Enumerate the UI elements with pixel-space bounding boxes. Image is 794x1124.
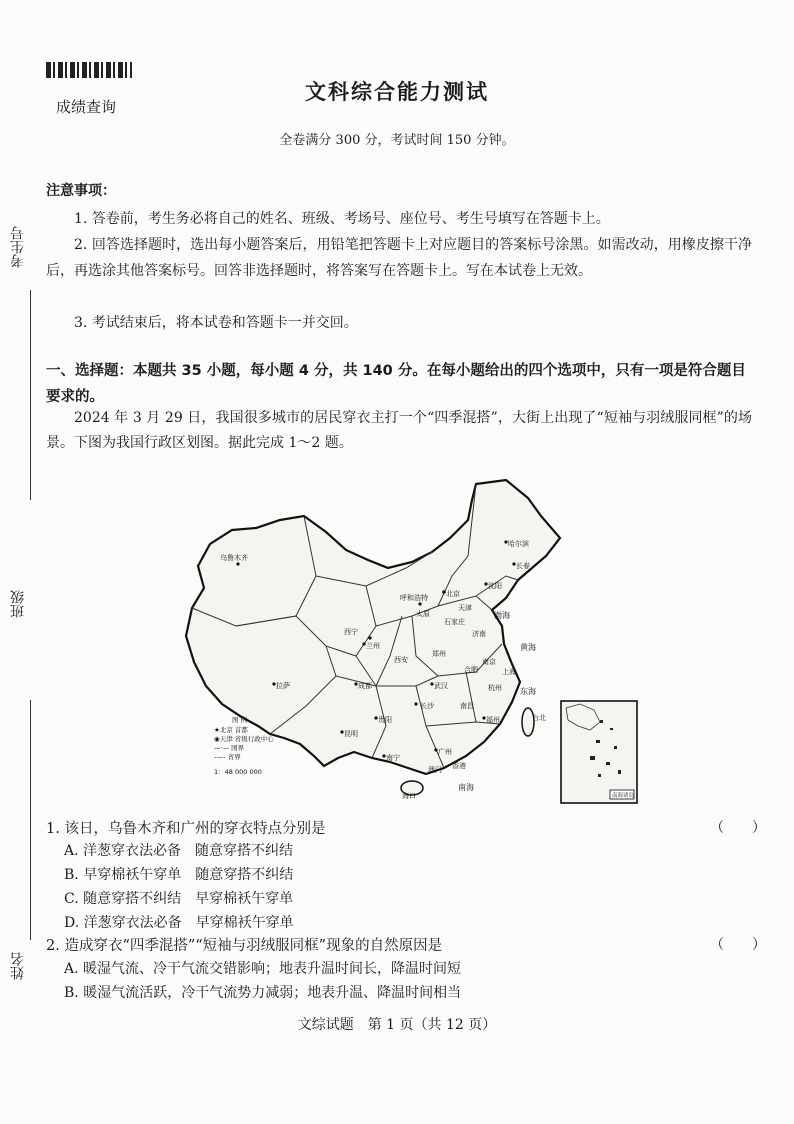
city-label: 长沙 — [420, 702, 434, 710]
question-2-option: A. 暖湿气流、冷干气流交错影响；地表升温时间长，降温时间短 — [64, 961, 462, 977]
sea-label: 渤海 — [494, 611, 510, 620]
city-label: 广州 — [438, 748, 452, 756]
question-2-answer-paren: （ ） — [710, 937, 766, 953]
city-label: 上海 — [502, 668, 516, 676]
city-label: 武汉 — [434, 682, 448, 690]
question-2-option: B. 暖湿气流活跃，冷干气流势力减弱；地表升温、降温时间相当 — [64, 985, 462, 1001]
sea-label: 东海 — [520, 687, 536, 696]
section-intro: 2024 年 3 月 29 日，我国很多城市的居民穿衣主打一个“四季混搭”，大街上出现了“短袖与羽绒服同框”的场景。下图为我国行政区划图。据此完成 1～2 题。 — [46, 410, 752, 451]
page-footer: 文综试题 第 1 页（共 12 页） — [297, 1017, 497, 1033]
city-label: 沈阳 — [488, 582, 502, 590]
city-label: 贵阳 — [378, 716, 392, 724]
china-map — [176, 476, 616, 804]
city-label: 乌鲁木齐 — [220, 554, 248, 562]
section-heading: 一、选择题：本题共 35 小题，每小题 4 分，共 140 分。在每小题给出的四个选项中，只有一项是符合题目要求的。 — [46, 363, 746, 405]
margin-class-label: 班级 — [10, 590, 26, 618]
city-label: 呼和浩特 — [400, 594, 428, 602]
city-label: 成都 — [358, 682, 372, 690]
question-1-stem: 1. 该日，乌鲁木齐和广州的穿衣特点分别是 — [46, 821, 326, 837]
city-label: 长春 — [516, 562, 530, 570]
score-query-label: 成绩查询 — [56, 98, 117, 116]
city-label: 拉萨 — [276, 682, 290, 690]
margin-exam-number-label: 考生号 — [10, 226, 26, 268]
legend-item: ----- 省界 — [214, 753, 241, 761]
city-label: 郑州 — [432, 650, 446, 658]
city-label: 福州 — [486, 716, 500, 724]
page-title: 文科综合能力测试 — [305, 80, 489, 104]
margin-name-label: 姓名 — [10, 952, 26, 980]
margin-divider — [30, 290, 31, 500]
question-1-option: D. 洋葱穿衣法必备 早穿棉袄午穿单 — [64, 915, 294, 931]
note-item: 3. 考试结束后，将本试卷和答题卡一并交回。 — [74, 315, 358, 331]
legend-scale: 1：48 000 000 — [214, 768, 262, 776]
legend-title: 图 例 — [232, 716, 248, 724]
city-label: 济南 — [472, 630, 486, 638]
question-2-stem: 2. 造成穿衣“四季混搭”“短袖与羽绒服同框”现象的自然原因是 — [46, 938, 443, 954]
city-label: 北京 — [446, 590, 460, 598]
note-item: 2. 回答选择题时，选出每小题答案后，用铅笔把答题卡上对应题目的答案标号涂黑。如需改动，用橡皮擦干净后，再选涂其他答案标号。回答非选择题时，将答案写在答题卡上。写在本试卷上无效。 — [46, 237, 752, 279]
question-1-answer-paren: （ ） — [710, 820, 766, 836]
city-label: 南宁 — [386, 754, 400, 762]
city-label: 台北 — [532, 714, 546, 722]
city-label: 哈尔滨 — [508, 540, 529, 548]
sea-label: 黄海 — [520, 643, 536, 652]
city-label: 昆明 — [344, 730, 358, 738]
margin-divider — [30, 700, 31, 940]
city-label: 石家庄 — [444, 618, 465, 626]
city-label: 海口 — [402, 792, 416, 800]
city-label: 合肥 — [464, 666, 478, 674]
inset-label: 南海诸岛 — [612, 793, 635, 799]
city-label: 兰州 — [366, 642, 380, 650]
city-label: 香港 — [452, 762, 466, 770]
notes-heading: 注意事项： — [46, 183, 116, 199]
page-subtitle: 全卷满分 300 分，考试时间 150 分钟。 — [279, 133, 515, 148]
legend-item: ★北京 首都 — [214, 726, 248, 734]
note-item: 1. 答卷前，考生务必将自己的姓名、班级、考场号、座位号、考生号填写在答题卡上。 — [74, 211, 610, 227]
city-label: 西安 — [394, 656, 408, 664]
city-label: 南昌 — [460, 702, 474, 710]
city-label: 杭州 — [488, 684, 502, 692]
question-1-option: A. 洋葱穿衣法必备 随意穿搭不纠结 — [64, 843, 294, 859]
legend-item: ◉天津 省级行政中心 — [214, 735, 274, 743]
sea-label: 南海 — [458, 783, 474, 792]
taiwan-shape — [522, 708, 534, 736]
city-label: 南京 — [482, 658, 496, 666]
city-label: 太原 — [416, 610, 430, 618]
question-1-option: B. 早穿棉袄午穿单 随意穿搭不纠结 — [64, 867, 294, 883]
question-1-option: C. 随意穿搭不纠结 早穿棉袄午穿单 — [64, 891, 294, 907]
city-label: 天津 — [458, 604, 472, 612]
city-label: 澳门 — [428, 766, 442, 774]
south-china-sea-inset — [560, 700, 638, 804]
legend-item: —·— 国界 — [214, 744, 245, 752]
city-label: 西宁 — [344, 628, 358, 636]
